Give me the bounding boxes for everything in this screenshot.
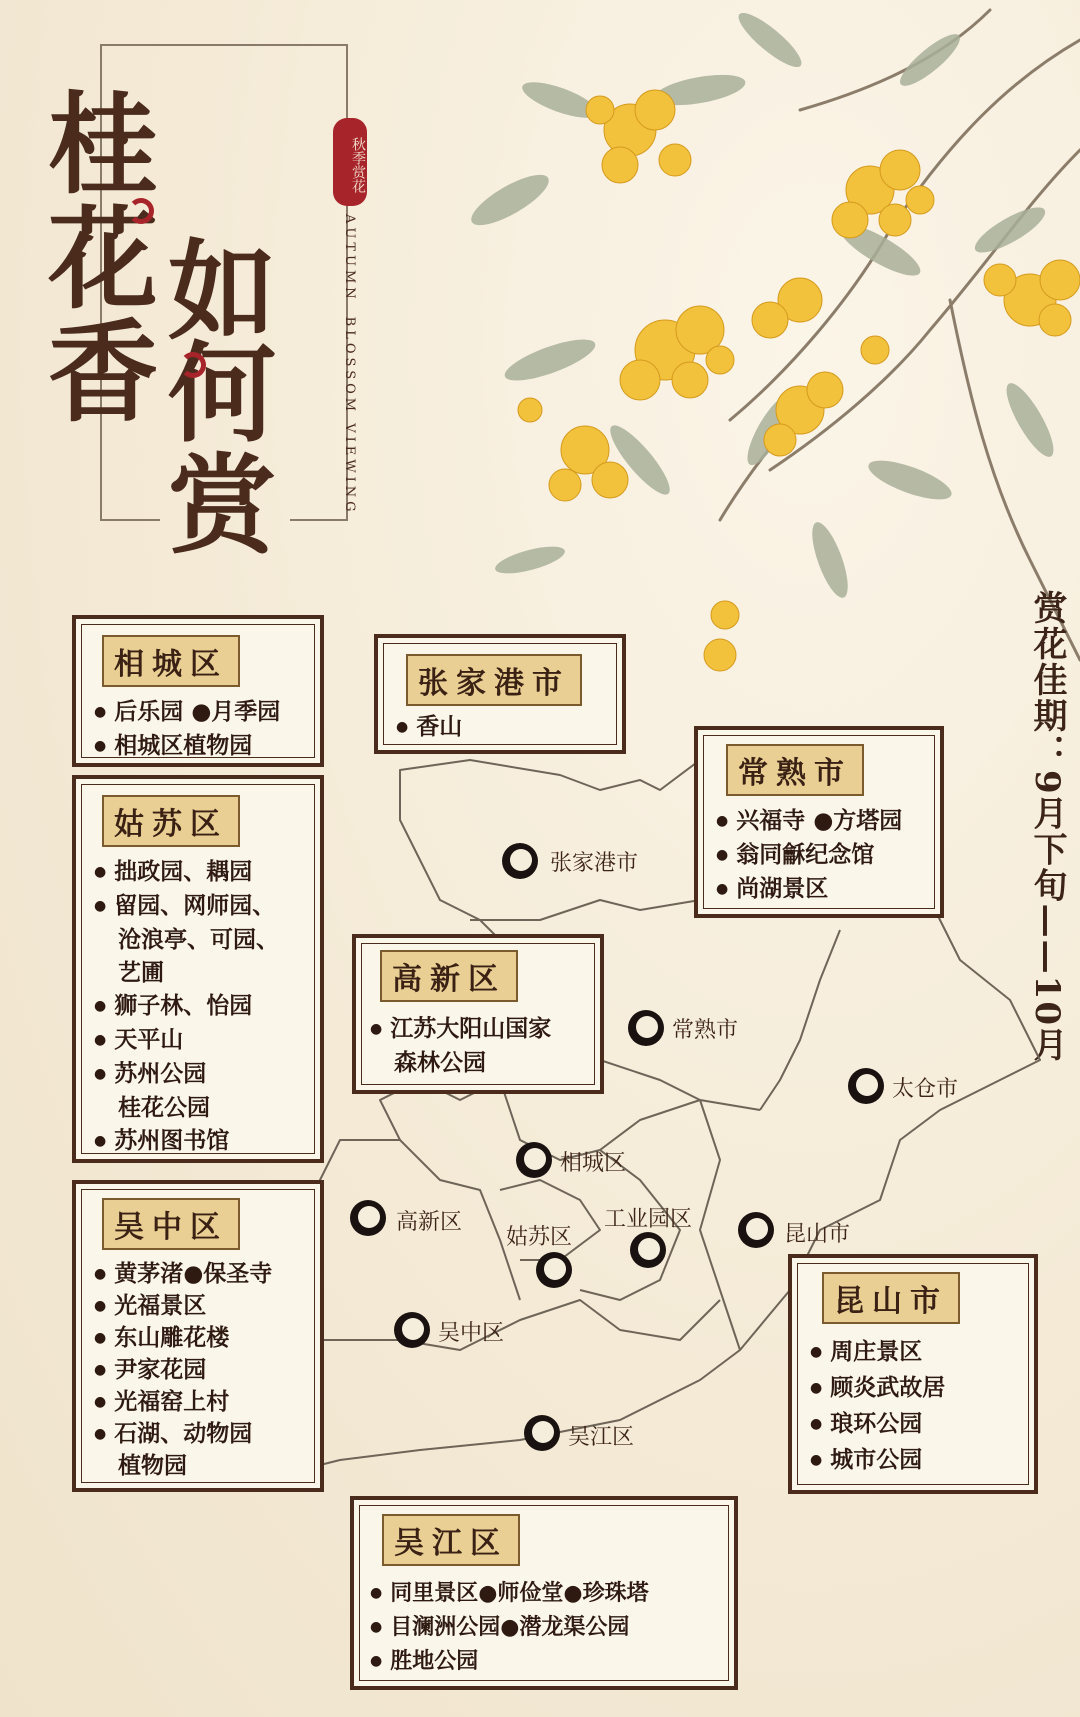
list-item-continued: 艺圃 [118, 959, 164, 986]
list-item: ● 石湖、动物园 [94, 1418, 272, 1450]
list-item: ● 兴福寺 ●方塔园 [716, 804, 902, 838]
map-pin-wuzhong[interactable] [394, 1312, 430, 1348]
title-char-2: 花 [48, 195, 158, 324]
map-label-gaoxin: 高新区 [396, 1210, 463, 1235]
border-ks [700, 1100, 740, 1350]
district-list-xiangcheng [94, 695, 280, 763]
list-item: ● 天平山 [94, 1023, 279, 1057]
district-box-changshu [694, 726, 944, 918]
list-item: ● 江苏大阳山国家 [370, 1012, 551, 1046]
list-item: ● 光福景区 [94, 1290, 272, 1322]
map-label-kunshan: 昆山市 [784, 1222, 851, 1247]
list-item: ● 光福窑上村 [94, 1386, 272, 1418]
map-label-gusu: 姑苏区 [506, 1225, 573, 1250]
map-pin-zhangjiagang[interactable] [502, 843, 538, 879]
district-list-changshu [716, 804, 902, 906]
english-subtitle-line-2: BLOSSOM VIEWING [342, 316, 357, 516]
district-title-xiangcheng: 相城区 [102, 635, 240, 687]
list-item-continued: 植物园 [118, 1452, 187, 1479]
list-item: ● 相城区植物园 [94, 729, 280, 763]
list-item: ● 城市公园 [810, 1442, 945, 1478]
map-label-gongye: 工业园区 [604, 1207, 693, 1232]
district-title-wujiang: 吴江区 [382, 1514, 520, 1566]
list-item: ● 周庄景区 [810, 1334, 945, 1370]
district-box-xiangcheng [72, 615, 324, 767]
list-item: ● 香山 [396, 710, 462, 744]
map-pin-kunshan[interactable] [738, 1212, 774, 1248]
map-label-changshu: 常熟市 [672, 1018, 739, 1043]
district-box-wujiang [350, 1496, 738, 1690]
district-box-zhangjiagang [374, 634, 626, 754]
map-label-wujiang: 吴江区 [568, 1425, 635, 1450]
district-title-kunshan: 昆山市 [822, 1272, 960, 1324]
title-char-4: 如 [168, 229, 277, 355]
list-item: ● 黄茅渚●保圣寺 [94, 1258, 272, 1290]
english-subtitle-line-1: AUTUMN [342, 214, 357, 303]
list-item-continued: 沧浪亭、可园、 [118, 926, 279, 953]
map-pin-xiangcheng[interactable] [516, 1142, 552, 1178]
list-item: ● 东山雕花楼 [94, 1322, 272, 1354]
map-pin-wujiang[interactable] [524, 1415, 560, 1451]
district-title-wuzhong: 吴中区 [102, 1198, 240, 1250]
district-title-gaoxin: 高新区 [380, 950, 518, 1002]
district-list-zhangjiagang [396, 710, 462, 744]
list-item: ● 后乐园 ●月季园 [94, 695, 280, 729]
list-item: ● 目澜洲公园●潜龙渠公园 [370, 1610, 649, 1644]
map-pin-gongye[interactable] [630, 1232, 666, 1268]
list-item-continued: 桂花公园 [118, 1094, 210, 1121]
list-item: ● 狮子林、怡园 [94, 989, 279, 1023]
district-list-wujiang [370, 1576, 649, 1678]
title-char-1: 桂 [48, 80, 158, 209]
title-char-3: 香 [48, 308, 158, 437]
map-pin-changshu[interactable] [628, 1010, 664, 1046]
border-cs-tc [760, 930, 840, 1110]
list-item-continued: 森林公园 [394, 1049, 486, 1076]
list-item: ● 尹家花园 [94, 1354, 272, 1386]
list-item: ● 琅环公园 [810, 1406, 945, 1442]
district-list-kunshan [810, 1334, 945, 1478]
district-title-changshu: 常熟市 [726, 744, 864, 796]
title-char-6: 赏 [168, 443, 277, 569]
list-item: ● 苏州公园 [94, 1057, 279, 1091]
district-list-wuzhong [94, 1258, 272, 1482]
border-zjg-cs [470, 900, 700, 920]
map-label-xiangcheng: 相城区 [560, 1151, 627, 1176]
list-item: ● 胜地公园 [370, 1644, 649, 1678]
seal-stamp: 秋季赏花 [333, 118, 367, 206]
district-box-kunshan [788, 1254, 1038, 1494]
district-box-gusu [72, 775, 324, 1163]
district-list-gaoxin [370, 1012, 551, 1080]
district-title-zhangjiagang: 张家港市 [406, 654, 582, 706]
district-list-gusu [94, 855, 279, 1158]
map-pin-gusu[interactable] [536, 1252, 572, 1288]
list-item: ● 顾炎武故居 [810, 1370, 945, 1406]
list-item: ● 尚湖景区 [716, 872, 902, 906]
district-box-gaoxin [352, 934, 604, 1094]
map-label-wuzhong: 吴中区 [438, 1321, 505, 1346]
list-item: ● 拙政园、耦园 [94, 855, 279, 889]
viewing-period: 赏花佳期：9月下旬——10月 [1027, 590, 1067, 1063]
district-box-wuzhong [72, 1180, 324, 1492]
map-pin-gaoxin[interactable] [350, 1200, 386, 1236]
list-item: ● 同里景区●师俭堂●珍珠塔 [370, 1576, 649, 1610]
title-char-5: 何 [168, 331, 277, 457]
list-item: ● 留园、网师园、 [94, 889, 279, 923]
list-item: ● 翁同龢纪念馆 [716, 838, 902, 872]
map-label-zhangjiagang: 张家港市 [550, 851, 639, 876]
map-label-taicang: 太仓市 [892, 1077, 959, 1102]
border-wz-wj [320, 1300, 720, 1350]
list-item: ● 苏州图书馆 [94, 1124, 279, 1158]
map-pin-taicang[interactable] [848, 1068, 884, 1104]
district-title-gusu: 姑苏区 [102, 795, 240, 847]
